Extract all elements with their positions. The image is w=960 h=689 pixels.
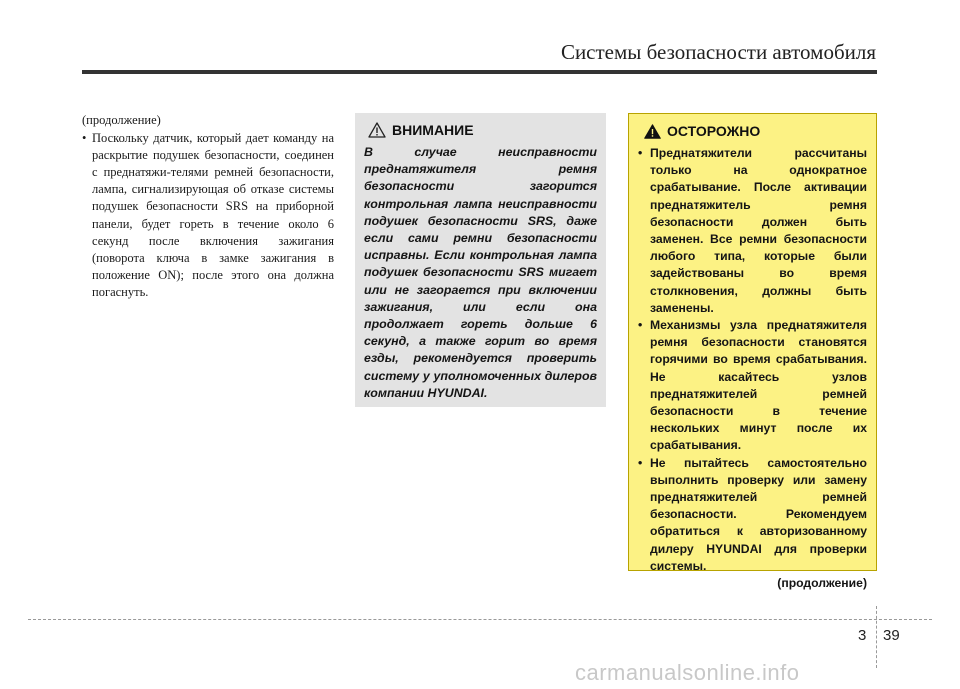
- caution-header: [638, 123, 867, 139]
- page-number: 39: [883, 627, 900, 644]
- left-column: [82, 112, 334, 301]
- list-item: [638, 317, 867, 455]
- list-item: [638, 455, 867, 575]
- notice-box: [355, 113, 606, 407]
- notice-title: ВНИМАНИЕ: [392, 122, 474, 138]
- bullet-text: Поскольку датчик, который дает команду на раскрытие подушек безопасности, соединен с преднатяжи-телями ремней безопасности, лампа, сигнализирующая об отказе системы подушек безопасности SRS на приборной панели, будет гореть в течение около 6 секунд после включения зажигания (поворота ключа в замке зажигания в положение ON); после этого она должна погаснуть.: [92, 131, 334, 299]
- list-item: [82, 130, 334, 301]
- list-item: [638, 145, 867, 317]
- bullet-text: Механизмы узла преднатяжителя ремня безопасности становятся горячими во время срабатывания. Не касайтесь узлов преднатяжителей ремней безопасности в течение нескольких минут после их срабатывания.: [650, 318, 867, 453]
- header-rule: [82, 70, 877, 74]
- notice-text: В случае неисправности преднатяжителя ремня безопасности загорится контрольная лампа неисправности подушек безопасности SRS, даже если сами ремни безопасности исправны. Если контрольная лампа подушек безопасности SRS мигает или не загорается при включении зажигания, или если она продолжает гореть дольше 6 секунд, а также горит во время езды, рекомендуется проверить систему у уполномоченных дилеров компании HYUNDAI.: [364, 145, 597, 400]
- bullet-dot: •: [638, 318, 643, 333]
- caution-continued-label: (продолжение): [777, 576, 867, 591]
- footer-page-divider: [876, 606, 877, 668]
- page-header-title: Системы безопасности автомобиля: [560, 40, 876, 64]
- warning-triangle-icon: [368, 122, 386, 138]
- section-number: 3: [858, 627, 867, 644]
- bullet-dot: •: [638, 146, 643, 160]
- bullet-dot: •: [82, 131, 87, 146]
- watermark: carmanualsonline.info: [575, 660, 800, 685]
- caution-title: ОСТОРОЖНО: [667, 123, 761, 139]
- caution-list: [638, 145, 867, 575]
- caution-box: [628, 113, 877, 591]
- continued-label: (продолжение): [82, 113, 161, 127]
- warning-triangle-filled-icon: [644, 124, 661, 139]
- footer-dashed-rule: [28, 619, 932, 620]
- bullet-text: Не пытайтесь самостоятельно выполнить проверку или замену преднатяжителей ремней безопасности. Рекомендуем обратиться к авторизованному дилеру HYUNDAI для проверки системы.: [650, 455, 867, 573]
- notice-header: [364, 122, 597, 138]
- bullet-text: Преднатяжители рассчитаны только на однократное срабатывание. После активации преднатяжитель ремня безопасности должен быть заменен. Все ремни безопасности любого типа, которые были задействованы во время столкновения, должны быть заменены.: [650, 146, 867, 315]
- bullet-dot: •: [638, 455, 643, 470]
